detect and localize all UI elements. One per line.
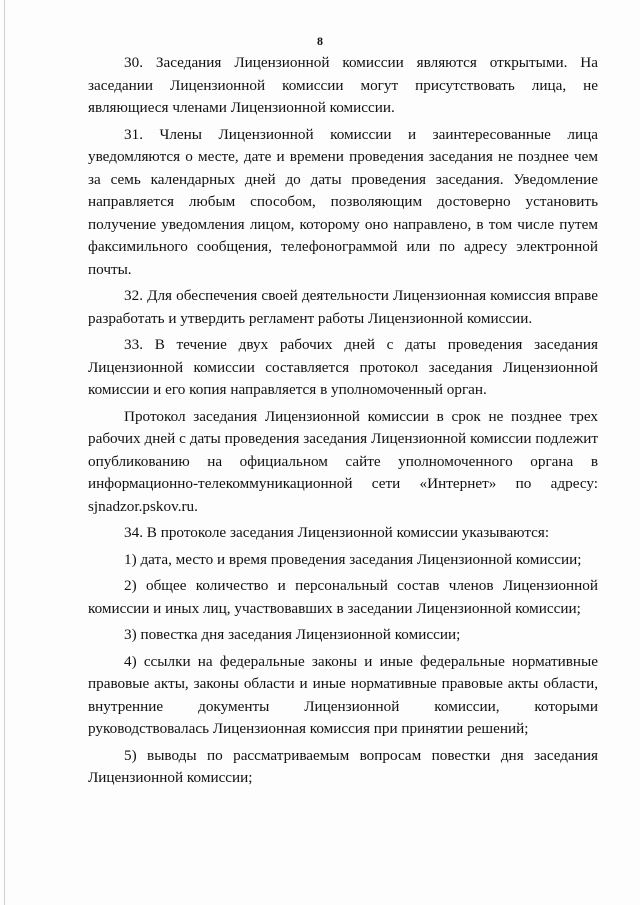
paragraph-32: 32. Для обеспечения своей деятельности Лицензионная комиссия вправе разработать и утвердить регламент работы Лицензионной комиссии. [88,287,598,327]
paragraph-34: 34. В протоколе заседания Лицензионной комиссии указываются: [124,524,550,541]
paragraph-33-protocol: Протокол заседания Лицензионной комиссии в срок не позднее трех рабочих дней с даты проведения заседания Лицензионной комиссии подлежит опубликованию на официальном сайте уполномоченного органа в информационно-телекоммуникационной сети «Интернет» по адресу: sjnadzor.pskov.ru. [88,407,598,515]
list-item-5: 5) выводы по рассматриваемым вопросам повестки дня заседания Лицензионной комиссии; [88,746,598,786]
list-item-1: 1) дата, место и время проведения заседания Лицензионной комиссии; [124,550,582,568]
list-item-2: 2) общее количество и персональный состав членов Лицензионной комиссии и иных лиц, участвовавших в заседании Лицензионной комиссии; [88,577,598,617]
list-item-3: 3) повестка дня заседания Лицензионной комиссии; [124,626,461,643]
list-item-4: 4) ссылки на федеральные законы и иные федеральные нормативные правовые акты, законы области и иные нормативные правовые акты области, внутренние документы Лицензионной комиссии, которыми руководствовалась Лицензионная комиссия при принятии решений; [88,652,598,737]
paragraph-31: 31. Члены Лицензионной комиссии и заинтересованные лица уведомляются о месте, дате и времени проведения заседания не позднее чем за семь календарных дней до даты проведения заседания. Уведомление направляется любым способом, позволяющим достоверно установить получение уведомления лицом, которому оно направлено, в том числе путем факсимильного сообщения, телефонограммой или по адресу электронной почты. [88,125,598,278]
page-edge-line [4,0,5,905]
document-body [88,52,598,794]
page-number: 8 [317,34,323,48]
paragraph-33: 33. В течение двух рабочих дней с даты проведения заседания Лицензионной комиссии составляется протокол заседания Лицензионной комиссии и его копия направляется в уполномоченный орган. [88,336,598,398]
paragraph-30: 30. Заседания Лицензионной комиссии являются открытыми. На заседании Лицензионной комиссии могут присутствовать лица, не являющиеся членами Лицензионной комиссии. [88,54,598,116]
